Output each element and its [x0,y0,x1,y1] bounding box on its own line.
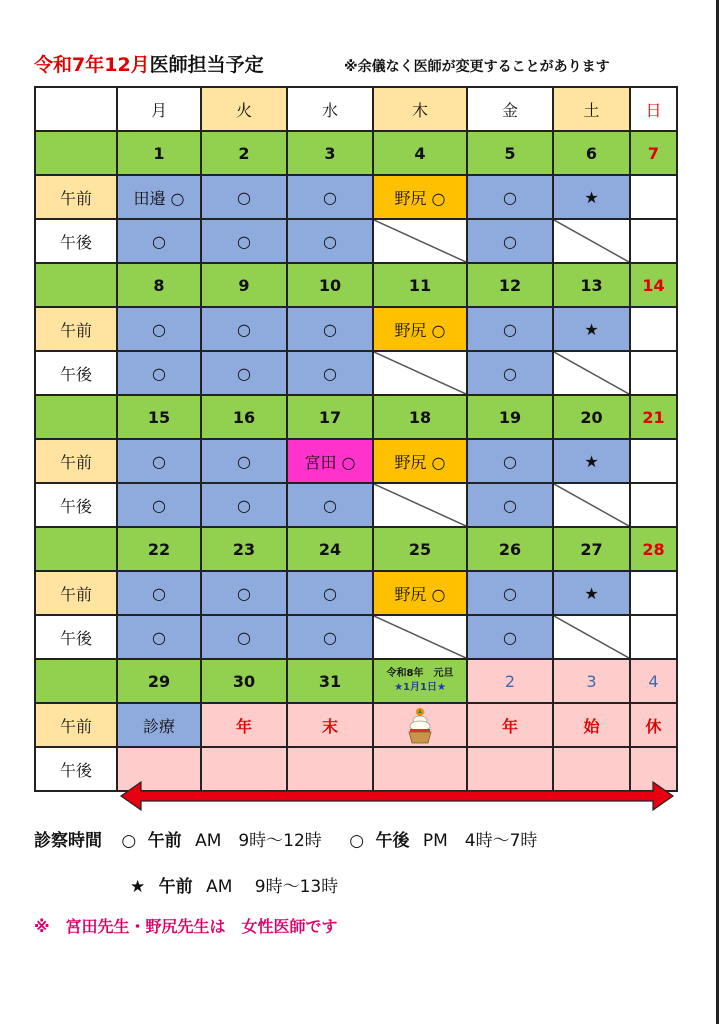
pm-row [35,219,677,263]
date-row-year-end [35,659,677,703]
am-cell: 田邉 ○ [117,175,201,219]
pm-label: 午後 [35,351,117,395]
am-row-year-end [35,703,677,747]
pm-row-year-end [35,747,677,791]
date-cell: 16 [201,395,287,439]
am-cell-star: ★ [553,571,630,615]
am-cell-nojiri: 野尻 ○ [373,175,467,219]
date-row [35,395,677,439]
holiday-text-kyu: 休 [630,703,677,747]
pm-cell-closed-slash [553,615,630,659]
date-label-cell [35,131,117,175]
new-year-cell [373,659,467,703]
am-cell: ○ [287,307,373,351]
date-cell: 22 [117,527,201,571]
am-cell: ○ [117,439,201,483]
weekday-header-row [35,87,677,131]
date-cell: 10 [287,263,373,307]
pm-cell-closed-slash [373,219,467,263]
date-label-cell [35,659,117,703]
am-cell-closed [630,439,677,483]
weekday-fri: 金 [467,87,553,131]
pm-cell-holiday [467,747,553,791]
pm-label: 午後 [35,483,117,527]
date-cell-sunday: 14 [630,263,677,307]
date-cell: 18 [373,395,467,439]
hours-legend-line2 [130,872,338,897]
pm-cell: ○ [287,351,373,395]
pm-cell: ○ [117,219,201,263]
kagami-mochi-cell [373,703,467,747]
am-hours: AM 9時～12時 [195,831,322,851]
am-cell: ○ [287,571,373,615]
pm-cell-closed-slash [553,219,630,263]
am-cell-open: 診療 [117,703,201,747]
am-cell: ○ [287,175,373,219]
date-cell: 25 [373,527,467,571]
am-cell: ○ [117,571,201,615]
date-cell-holiday: 4 [630,659,677,703]
date-cell: 9 [201,263,287,307]
pm-cell-closed [630,219,677,263]
date-cell: 6 [553,131,630,175]
weekday-tue: 火 [201,87,287,131]
pm-cell-holiday [201,747,287,791]
pm-hours: PM 4時～7時 [422,831,538,851]
date-cell: 31 [287,659,373,703]
date-label-cell [35,527,117,571]
pm-cell-closed [630,351,677,395]
date-row [35,527,677,571]
saturday-hours: AM 9時～13時 [206,877,339,897]
am-cell: ○ [201,439,287,483]
date-cell: 11 [373,263,467,307]
am-label: 午前 [158,877,193,897]
am-row [35,175,677,219]
date-cell: 8 [117,263,201,307]
pm-cell: ○ [467,219,553,263]
date-cell: 19 [467,395,553,439]
am-label: 午前 [35,307,117,351]
title-month: 令和7年12月 [34,54,150,76]
pm-cell: ○ [201,615,287,659]
date-cell: 24 [287,527,373,571]
date-cell: 30 [201,659,287,703]
am-cell-star: ★ [553,307,630,351]
pm-cell: ○ [287,219,373,263]
pm-cell: ○ [201,351,287,395]
female-doctor-note: ※ 宮田先生・野尻先生は 女性医師です [34,917,338,936]
am-cell-star: ★ [553,439,630,483]
date-cell: 2 [201,131,287,175]
date-cell: 4 [373,131,467,175]
date-cell: 20 [553,395,630,439]
page-title [34,50,264,77]
pm-cell: ○ [201,483,287,527]
pm-cell: ○ [287,483,373,527]
pm-cell-holiday [373,747,467,791]
am-label: 午前 [35,571,117,615]
star-mark: ★ [130,877,146,897]
date-cell-sunday: 7 [630,131,677,175]
am-cell-closed [630,175,677,219]
date-cell-sunday: 28 [630,527,677,571]
pm-cell-closed [630,615,677,659]
schedule-table [34,86,678,792]
date-label-cell [35,395,117,439]
am-row [35,571,677,615]
pm-cell: ○ [117,483,201,527]
pm-cell-closed-slash [553,351,630,395]
date-label-cell [35,263,117,307]
am-cell: ○ [467,439,553,483]
am-cell: ○ [467,175,553,219]
pm-row [35,615,677,659]
pm-cell-holiday [553,747,630,791]
hours-section-label: 診察時間 [34,831,102,851]
circle-mark: ○ [349,831,365,851]
am-row [35,307,677,351]
am-label: 午前 [147,831,182,851]
date-cell: 26 [467,527,553,571]
am-cell-closed [630,307,677,351]
pm-row [35,483,677,527]
am-cell: ○ [467,571,553,615]
pm-cell-closed-slash [373,483,467,527]
weekday-mon: 月 [117,87,201,131]
date-cell: 15 [117,395,201,439]
change-notice: ※余儀なく医師が変更することがあります [344,59,610,75]
date-cell: 23 [201,527,287,571]
am-row [35,439,677,483]
am-cell-nojiri: 野尻 ○ [373,439,467,483]
am-cell-closed [630,571,677,615]
weekday-sun: 日 [630,87,677,131]
date-cell: 17 [287,395,373,439]
pm-cell: ○ [287,615,373,659]
new-year-label: 令和8年 元旦 [386,668,454,679]
date-cell: 12 [467,263,553,307]
date-row [35,131,677,175]
am-cell: ○ [117,307,201,351]
date-cell-holiday: 3 [553,659,630,703]
pm-label: 午後 [375,831,410,851]
pm-cell-closed [630,483,677,527]
pm-label: 午後 [35,747,117,791]
am-label: 午前 [35,703,117,747]
weekday-sat: 土 [553,87,630,131]
weekday-wed: 水 [287,87,373,131]
pm-cell-closed-slash [373,615,467,659]
pm-cell: ○ [467,615,553,659]
date-cell-holiday: 2 [467,659,553,703]
pm-cell-holiday [117,747,201,791]
am-cell: ○ [201,175,287,219]
pm-row [35,351,677,395]
weekday-thu: 木 [373,87,467,131]
circle-mark: ○ [121,831,137,851]
pm-cell: ○ [467,351,553,395]
am-cell-nojiri: 野尻 ○ [373,571,467,615]
date-row [35,263,677,307]
pm-cell: ○ [467,483,553,527]
pm-label: 午後 [35,219,117,263]
am-label: 午前 [35,175,117,219]
pm-cell-closed-slash [373,351,467,395]
holiday-text-shi: 始 [553,703,630,747]
date-cell: 27 [553,527,630,571]
am-label: 午前 [35,439,117,483]
date-cell: 13 [553,263,630,307]
holiday-text-nen: 年 [467,703,553,747]
date-cell-sunday: 21 [630,395,677,439]
pm-cell: ○ [117,351,201,395]
pm-cell-holiday [630,747,677,791]
am-cell-nojiri: 野尻 ○ [373,307,467,351]
am-cell: ○ [467,307,553,351]
holiday-text-matsu: 末 [287,703,373,747]
corner-cell [35,87,117,131]
pm-cell: ○ [201,219,287,263]
pm-cell: ○ [117,615,201,659]
pm-label: 午後 [35,615,117,659]
am-cell-miyata: 宮田 ○ [287,439,373,483]
date-cell: 5 [467,131,553,175]
pm-cell-closed-slash [553,483,630,527]
new-year-date: ★1月1日★ [394,682,446,693]
pm-cell-holiday [287,747,373,791]
hours-legend-line1 [34,826,537,851]
am-cell-star: ★ [553,175,630,219]
kagami-mochi-icon [404,707,436,745]
date-cell: 3 [287,131,373,175]
title-suffix: 医師担当予定 [149,54,264,76]
holiday-text-nen: 年 [201,703,287,747]
date-cell: 29 [117,659,201,703]
date-cell: 1 [117,131,201,175]
am-cell: ○ [201,571,287,615]
am-cell: ○ [201,307,287,351]
